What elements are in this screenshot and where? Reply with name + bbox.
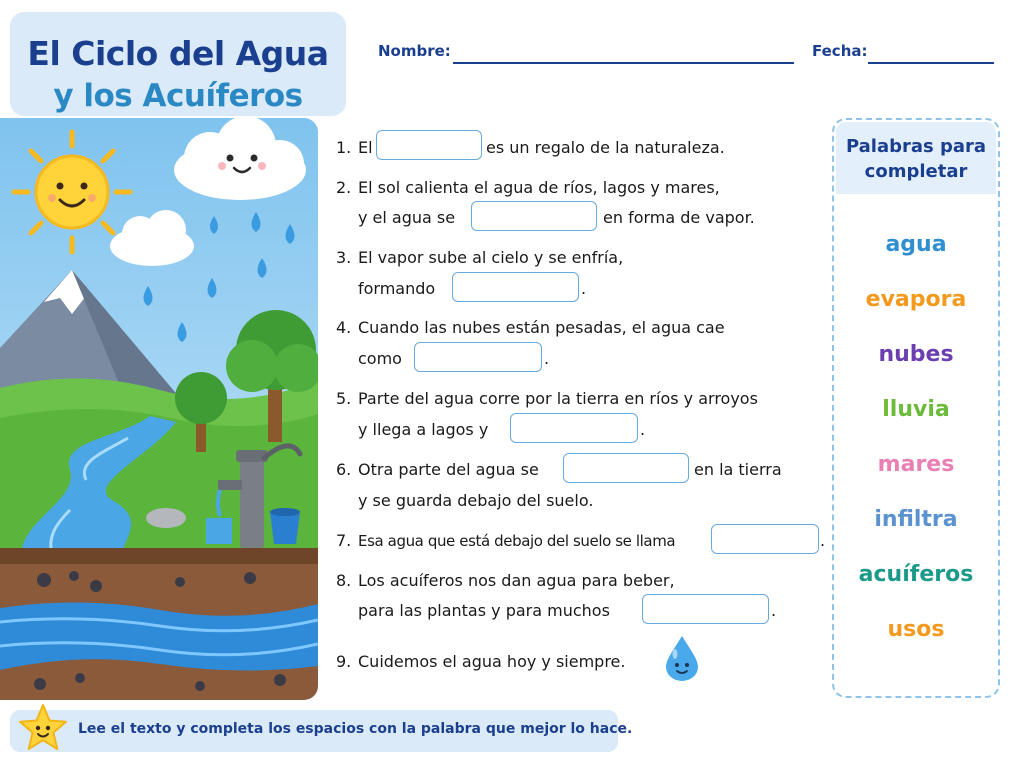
blank-1[interactable] <box>376 130 482 160</box>
question-8-text-a: para las plantas y para muchos <box>358 601 610 620</box>
question-5-line-1: Parte del agua corre por la tierra en ríos y arroyos <box>358 389 758 408</box>
date-label: Fecha: <box>812 42 868 60</box>
blank-6[interactable] <box>563 453 689 483</box>
title-box <box>10 12 346 116</box>
question-4-text-b: . <box>544 349 550 368</box>
question-4-line-1: Cuando las nubes están pesadas, el agua cae <box>358 318 725 337</box>
water-cycle-illustration <box>0 118 318 700</box>
question-2-line-1: El sol calienta el agua de ríos, lagos y mares, <box>358 178 720 197</box>
instruction-text: Lee el texto y completa los espacios con la palabra que mejor lo hace. <box>78 721 633 737</box>
star-icon <box>16 702 70 756</box>
question-8-line-1: Los acuíferos nos dan agua para beber, <box>358 571 675 590</box>
word-bank-header <box>836 122 996 194</box>
blank-3[interactable] <box>452 272 579 302</box>
question-1-text-b: es un regalo de la naturaleza. <box>486 138 725 157</box>
blank-2[interactable] <box>471 201 597 231</box>
question-number-4: 4. <box>336 318 352 337</box>
question-7-text-a: Esa agua que está debajo del suelo se llama <box>358 532 676 550</box>
question-3-text-a: formando <box>358 279 436 298</box>
bucket-icon <box>270 508 300 544</box>
word-nubes[interactable]: nubes <box>878 342 954 367</box>
question-number-3: 3. <box>336 248 352 267</box>
word-agua[interactable]: agua <box>885 232 947 257</box>
blank-7[interactable] <box>711 524 819 554</box>
question-number-9: 9. <box>336 652 352 671</box>
question-2-text-a: y el agua se <box>358 208 456 227</box>
question-1-text-a: El <box>358 138 373 157</box>
page-title: El Ciclo del Agua <box>27 34 329 73</box>
question-number-2: 2. <box>336 178 352 197</box>
blank-5[interactable] <box>510 413 638 443</box>
question-8-text-b: . <box>771 601 777 620</box>
word-mares[interactable]: mares <box>877 452 955 477</box>
question-number-7: 7. <box>336 531 352 550</box>
question-6-text-a: Otra parte del agua se <box>358 460 539 479</box>
blank-8[interactable] <box>642 594 769 624</box>
question-number-1: 1. <box>336 138 352 157</box>
word-infiltra[interactable]: infiltra <box>874 507 958 532</box>
question-5-text-a: y llega a lagos y <box>358 420 489 439</box>
question-4-text-a: como <box>358 349 402 368</box>
question-number-6: 6. <box>336 460 352 479</box>
date-field[interactable] <box>868 62 994 64</box>
word-bank-title-line-2: completar <box>864 161 968 182</box>
question-number-5: 5. <box>336 389 352 408</box>
word-bank-title-line-1: Palabras para <box>845 136 987 157</box>
question-9-text: Cuidemos el agua hoy y siempre. <box>358 652 626 671</box>
blank-4[interactable] <box>414 342 542 372</box>
question-number-8: 8. <box>336 571 352 590</box>
page-subtitle: y los Acuíferos <box>53 78 303 114</box>
question-5-text-b: . <box>640 420 646 439</box>
word-acuiferos[interactable]: acuíferos <box>858 562 974 587</box>
water-cycle-scene <box>0 118 318 700</box>
question-6-line-2: y se guarda debajo del suelo. <box>358 491 594 510</box>
water-drop-icon <box>664 634 700 682</box>
question-2-text-b: en forma de vapor. <box>603 208 755 227</box>
question-7-text-b: . <box>820 531 826 550</box>
word-usos[interactable]: usos <box>887 617 945 642</box>
question-3-text-b: . <box>581 279 587 298</box>
name-label: Nombre: <box>378 42 451 60</box>
name-field[interactable] <box>453 62 794 64</box>
question-3-line-1: El vapor sube al cielo y se enfría, <box>358 248 624 267</box>
word-lluvia[interactable]: lluvia <box>882 397 950 422</box>
question-6-text-b: en la tierra <box>694 460 782 479</box>
word-evapora[interactable]: evapora <box>865 287 967 312</box>
